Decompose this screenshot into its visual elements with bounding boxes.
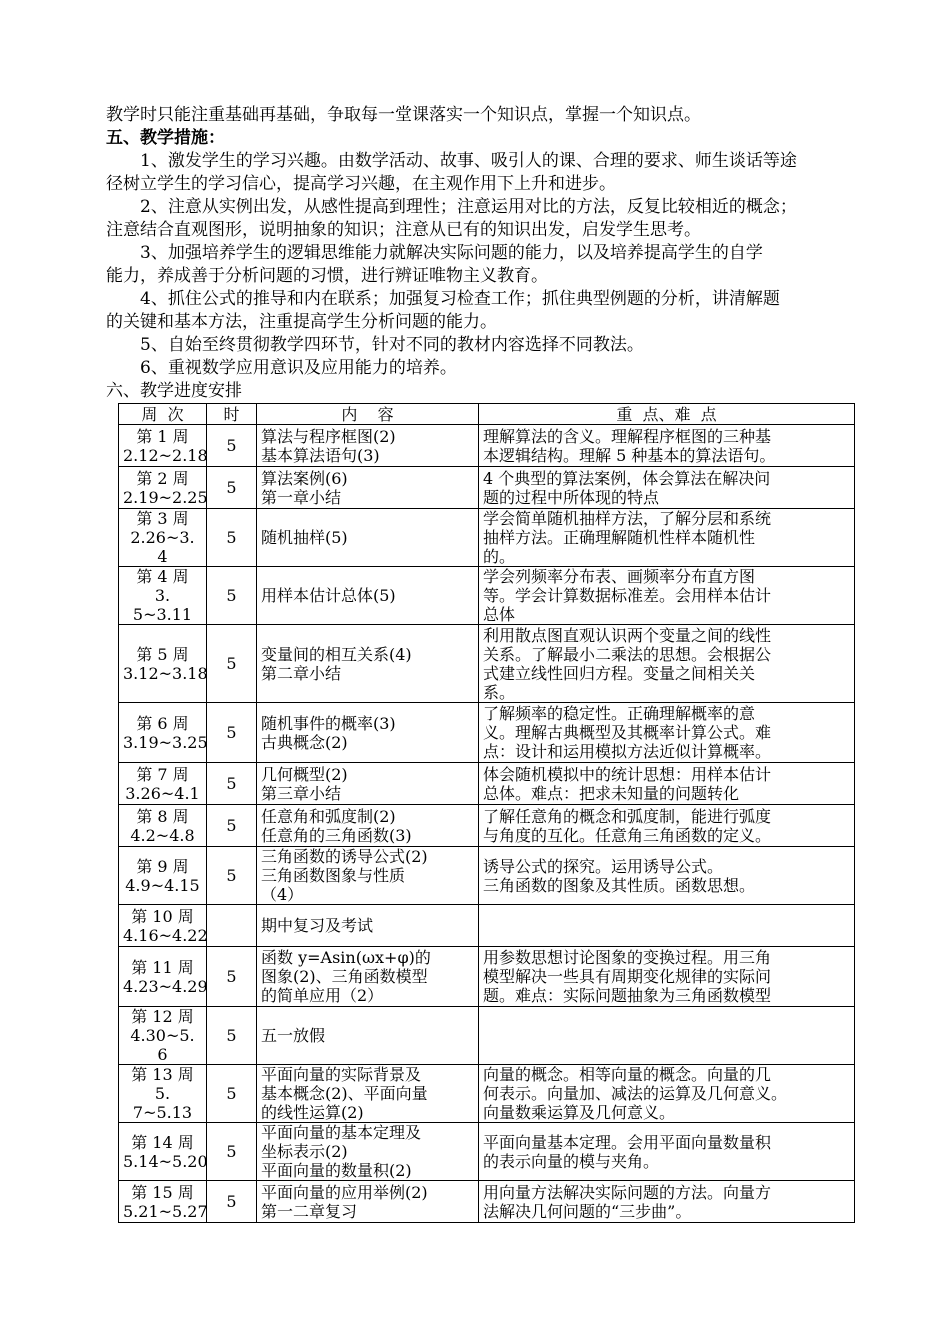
week-label: 第 1 周 — [136, 426, 189, 446]
content-line: 三角函数图象与性质 — [261, 866, 406, 885]
week-label: 第 13 周 — [131, 1065, 194, 1084]
hours-cell — [207, 905, 257, 947]
focus-line: 系。 — [483, 682, 516, 702]
content-cell — [257, 1065, 479, 1123]
focus-line: 模型解决一些具有周期变化规律的实际问 — [483, 967, 772, 986]
focus-cell — [479, 847, 855, 905]
focus-line: 总体。难点：把求未知量的问题转化 — [483, 783, 740, 803]
schedule-table — [118, 403, 855, 1223]
content-line: 古典概念(2) — [261, 732, 348, 752]
content-line: 几何概型(2) — [261, 764, 348, 784]
hours-cell: 5 — [207, 625, 257, 703]
measure-line: 的关键和基本方法，注重提高学生分析问题的能力。 — [106, 312, 497, 332]
table-row — [119, 625, 855, 703]
date-range: 4.9~4.15 — [125, 875, 200, 895]
week-cell — [119, 703, 207, 763]
table-row — [119, 1123, 855, 1181]
measure-line: 6、重视数学应用意识及应用能力的培养。 — [140, 358, 457, 378]
week-label: 第 4 周 — [136, 567, 189, 586]
hours-cell: 5 — [207, 763, 257, 805]
content-line: 算法与程序框图(2) — [261, 426, 396, 446]
focus-cell — [479, 947, 855, 1007]
date-range: 5.21~5.27 — [123, 1201, 208, 1221]
week-cell — [119, 763, 207, 805]
content-cell — [257, 905, 479, 947]
measures-list — [106, 150, 858, 380]
focus-cell — [479, 509, 855, 567]
table-row — [119, 567, 855, 625]
focus-cell — [479, 425, 855, 467]
focus-line: 用向量方法解决实际问题的方法。向量方 — [483, 1182, 772, 1202]
table-header-row — [119, 404, 855, 425]
content-cell — [257, 947, 479, 1007]
content-cell — [257, 847, 479, 905]
focus-cell — [479, 703, 855, 763]
content-line: 随机抽样(5) — [261, 528, 348, 547]
content-line: 基本算法语句(3) — [261, 445, 380, 465]
measure-line: 能力，养成善于分析问题的习惯，进行辨证唯物主义教育。 — [106, 266, 548, 286]
focus-line: 体会随机模拟中的统计思想：用样本估计 — [483, 764, 772, 784]
week-cell — [119, 1007, 207, 1065]
week-label: 第 9 周 — [136, 856, 189, 876]
focus-cell — [479, 763, 855, 805]
content-line: 算法案例(6) — [261, 468, 348, 488]
week-label: 第 14 周 — [131, 1132, 194, 1152]
content-line: 任意角的三角函数(3) — [261, 825, 412, 845]
date-range: 2.26~3. 4 — [130, 528, 195, 566]
header-week: 周 次 — [119, 404, 207, 425]
measure-line: 1、激发学生的学习兴趣。由数学活动、故事、吸引人的课、合理的要求、师生谈话等途 — [140, 151, 797, 171]
week-cell — [119, 805, 207, 847]
content-cell — [257, 763, 479, 805]
header-hours: 时 — [207, 404, 257, 425]
content-line: 第一章小结 — [261, 487, 342, 507]
focus-line: 总体 — [483, 605, 516, 624]
focus-line: 了解频率的稳定性。正确理解概率的意 — [483, 704, 756, 723]
date-range: 3.12~3.18 — [123, 663, 208, 683]
focus-line: 本逻辑结构。理解 5 种基本的算法语句。 — [483, 445, 776, 465]
content-line: 的简单应用（2） — [261, 986, 384, 1005]
section-5-title: 五、教学措施： — [106, 128, 225, 148]
content-line: 第二章小结 — [261, 663, 342, 683]
table-row — [119, 947, 855, 1007]
hours-cell: 5 — [207, 509, 257, 567]
content-cell — [257, 1181, 479, 1223]
focus-line: 向量的概念。相等向量的概念。向量的几 — [483, 1065, 772, 1084]
hours-cell: 5 — [207, 467, 257, 509]
date-range: 4.23~4.29 — [123, 976, 208, 996]
week-label: 第 12 周 — [131, 1007, 194, 1026]
focus-line: 抽样方法。正确理解随机性样本随机性 — [483, 528, 756, 547]
week-cell — [119, 467, 207, 509]
header-content: 内 容 — [257, 404, 479, 425]
content-cell — [257, 425, 479, 467]
content-line: 平面向量的应用举例(2) — [261, 1182, 428, 1202]
content-line: （4） — [261, 885, 304, 904]
measure-line: 3、加强培养学生的逻辑思维能力就解决实际问题的能力，以及培养提高学生的自学 — [140, 243, 763, 263]
focus-line: 4 个典型的算法案例，体会算法在解决问 — [483, 468, 771, 488]
week-cell — [119, 1181, 207, 1223]
week-cell — [119, 1065, 207, 1123]
focus-line: 法解决几何问题的“三步曲”。 — [483, 1201, 692, 1221]
focus-line: 与角度的互化。任意角三角函数的定义。 — [483, 825, 772, 845]
week-cell — [119, 847, 207, 905]
week-label: 第 10 周 — [131, 906, 194, 926]
content-cell — [257, 703, 479, 763]
hours-cell: 5 — [207, 1123, 257, 1181]
content-cell — [257, 1007, 479, 1065]
hours-cell: 5 — [207, 1007, 257, 1065]
content-line: 平面向量的数量积(2) — [261, 1161, 412, 1180]
week-label: 第 2 周 — [136, 468, 189, 488]
measure-line: 注意结合直观图形，说明抽象的知识；注意从已有的知识出发，启发学生思考。 — [106, 220, 701, 240]
focus-line: 何表示。向量加、减法的运算及几何意义。 — [483, 1084, 788, 1103]
focus-line: 诱导公式的探究。运用诱导公式。 — [483, 856, 724, 876]
content-line: 期中复习及考试 — [261, 916, 374, 935]
content-line: 三角函数的诱导公式(2) — [261, 847, 428, 866]
content-cell — [257, 509, 479, 567]
content-line: 基本概念(2)、平面向量 — [261, 1084, 428, 1103]
focus-line: 利用散点图直观认识两个变量之间的线性 — [483, 625, 772, 645]
hours-cell: 5 — [207, 847, 257, 905]
focus-line: 的表示向量的模与夹角。 — [483, 1151, 660, 1171]
focus-line: 理解算法的含义。理解程序框图的三种基 — [483, 426, 772, 446]
week-label: 第 3 周 — [136, 509, 189, 528]
week-label: 第 5 周 — [136, 644, 189, 664]
focus-cell — [479, 905, 855, 947]
focus-line: 学会列频率分布表、画频率分布直方图 — [483, 567, 756, 586]
date-range: 5. 7~5.13 — [132, 1084, 193, 1122]
content-cell — [257, 625, 479, 703]
focus-cell — [479, 1123, 855, 1181]
table-row — [119, 905, 855, 947]
focus-cell — [479, 1065, 855, 1123]
content-line: 变量间的相互关系(4) — [261, 644, 412, 664]
focus-line: 用参数思想讨论图象的变换过程。用三角 — [483, 948, 772, 967]
week-cell — [119, 947, 207, 1007]
focus-line: 学会简单随机抽样方法，了解分层和系统 — [483, 509, 772, 528]
table-row — [119, 467, 855, 509]
week-cell — [119, 625, 207, 703]
content-cell — [257, 1123, 479, 1181]
hours-cell: 5 — [207, 1065, 257, 1123]
table-row — [119, 847, 855, 905]
focus-line: 点：设计和运用模拟方法近似计算概率。 — [483, 742, 772, 761]
content-line: 平面向量的基本定理及 — [261, 1123, 422, 1142]
focus-line: 的。 — [483, 547, 516, 566]
date-range: 3.26~4.1 — [125, 783, 200, 803]
section-6-title: 六、教学进度安排 — [106, 381, 242, 401]
table-row — [119, 1007, 855, 1065]
focus-cell — [479, 467, 855, 509]
content-cell — [257, 567, 479, 625]
table-row — [119, 805, 855, 847]
focus-cell — [479, 625, 855, 703]
hours-cell: 5 — [207, 947, 257, 1007]
date-range: 2.12~2.18 — [123, 445, 208, 465]
focus-line: 关系。了解最小二乘法的思想。会根据公 — [483, 644, 772, 664]
content-line: 五一放假 — [261, 1026, 326, 1045]
content-line: 第三章小结 — [261, 783, 342, 803]
content-line: 坐标表示(2) — [261, 1142, 348, 1161]
date-range: 4.16~4.22 — [123, 925, 208, 945]
hours-cell: 5 — [207, 425, 257, 467]
focus-cell — [479, 567, 855, 625]
content-line: 任意角和弧度制(2) — [261, 806, 396, 826]
week-cell — [119, 905, 207, 947]
week-label: 第 11 周 — [131, 957, 194, 977]
date-range: 3.19~3.25 — [123, 732, 208, 752]
content-line: 函数 y=Asin(ωx+φ)的 — [261, 948, 431, 967]
content-line: 随机事件的概率(3) — [261, 713, 396, 733]
focus-line: 等。学会计算数据标准差。会用样本估计 — [483, 586, 772, 605]
week-cell — [119, 425, 207, 467]
content-line: 用样本估计总体(5) — [261, 586, 396, 605]
table-row — [119, 509, 855, 567]
focus-cell — [479, 805, 855, 847]
measure-line: 2、注意从实例出发，从感性提高到理性；注意运用对比的方法，反复比较相近的概念； — [140, 197, 797, 217]
date-range: 3. 5~3.11 — [132, 586, 193, 624]
table-row — [119, 1065, 855, 1123]
focus-line: 了解任意角的概念和弧度制，能进行弧度 — [483, 806, 772, 826]
table-row — [119, 1181, 855, 1223]
measure-line: 5、自始至终贯彻教学四环节，针对不同的教材内容选择不同教法。 — [140, 335, 644, 355]
measure-line: 4、抓住公式的推导和内在联系；加强复习检查工作；抓住典型例题的分析，讲清解题 — [140, 289, 780, 309]
focus-line: 题的过程中所体现的特点 — [483, 487, 660, 507]
week-cell — [119, 1123, 207, 1181]
table-row — [119, 763, 855, 805]
header-focus: 重 点、难 点 — [479, 404, 855, 425]
measure-line: 径树立学生的学习信心，提高学习兴趣，在主观作用下上升和进步。 — [106, 174, 616, 194]
focus-line: 题。难点：实际问题抽象为三角函数模型 — [483, 986, 772, 1005]
date-range: 5.14~5.20 — [123, 1151, 208, 1171]
focus-line: 三角函数的图象及其性质。函数思想。 — [483, 875, 756, 895]
focus-line: 式建立线性回归方程。变量之间相关关 — [483, 663, 756, 683]
content-line: 第一二章复习 — [261, 1201, 358, 1221]
focus-cell — [479, 1007, 855, 1065]
table-row — [119, 425, 855, 467]
hours-cell: 5 — [207, 1181, 257, 1223]
week-label: 第 8 周 — [136, 806, 189, 826]
hours-cell: 5 — [207, 805, 257, 847]
document-page — [106, 104, 858, 1223]
week-label: 第 6 周 — [136, 713, 189, 733]
date-range: 4.2~4.8 — [130, 825, 195, 845]
week-label: 第 15 周 — [131, 1182, 194, 1202]
week-cell — [119, 567, 207, 625]
focus-cell — [479, 1181, 855, 1223]
hours-cell: 5 — [207, 567, 257, 625]
content-line: 的线性运算(2) — [261, 1103, 364, 1122]
focus-line: 平面向量基本定理。会用平面向量数量积 — [483, 1132, 772, 1152]
week-cell — [119, 509, 207, 567]
content-line: 平面向量的实际背景及 — [261, 1065, 422, 1084]
date-range: 4.30~5. 6 — [130, 1026, 195, 1064]
content-cell — [257, 467, 479, 509]
content-cell — [257, 805, 479, 847]
content-line: 图象(2)、三角函数模型 — [261, 967, 428, 986]
intro-line: 教学时只能注重基础再基础，争取每一堂课落实一个知识点，掌握一个知识点。 — [106, 105, 701, 125]
hours-cell: 5 — [207, 703, 257, 763]
focus-line: 向量数乘运算及几何意义。 — [483, 1103, 676, 1122]
table-row — [119, 703, 855, 763]
date-range: 2.19~2.25 — [123, 487, 208, 507]
week-label: 第 7 周 — [136, 764, 189, 784]
focus-line: 义。理解古典概型及其概率计算公式。难 — [483, 723, 772, 742]
